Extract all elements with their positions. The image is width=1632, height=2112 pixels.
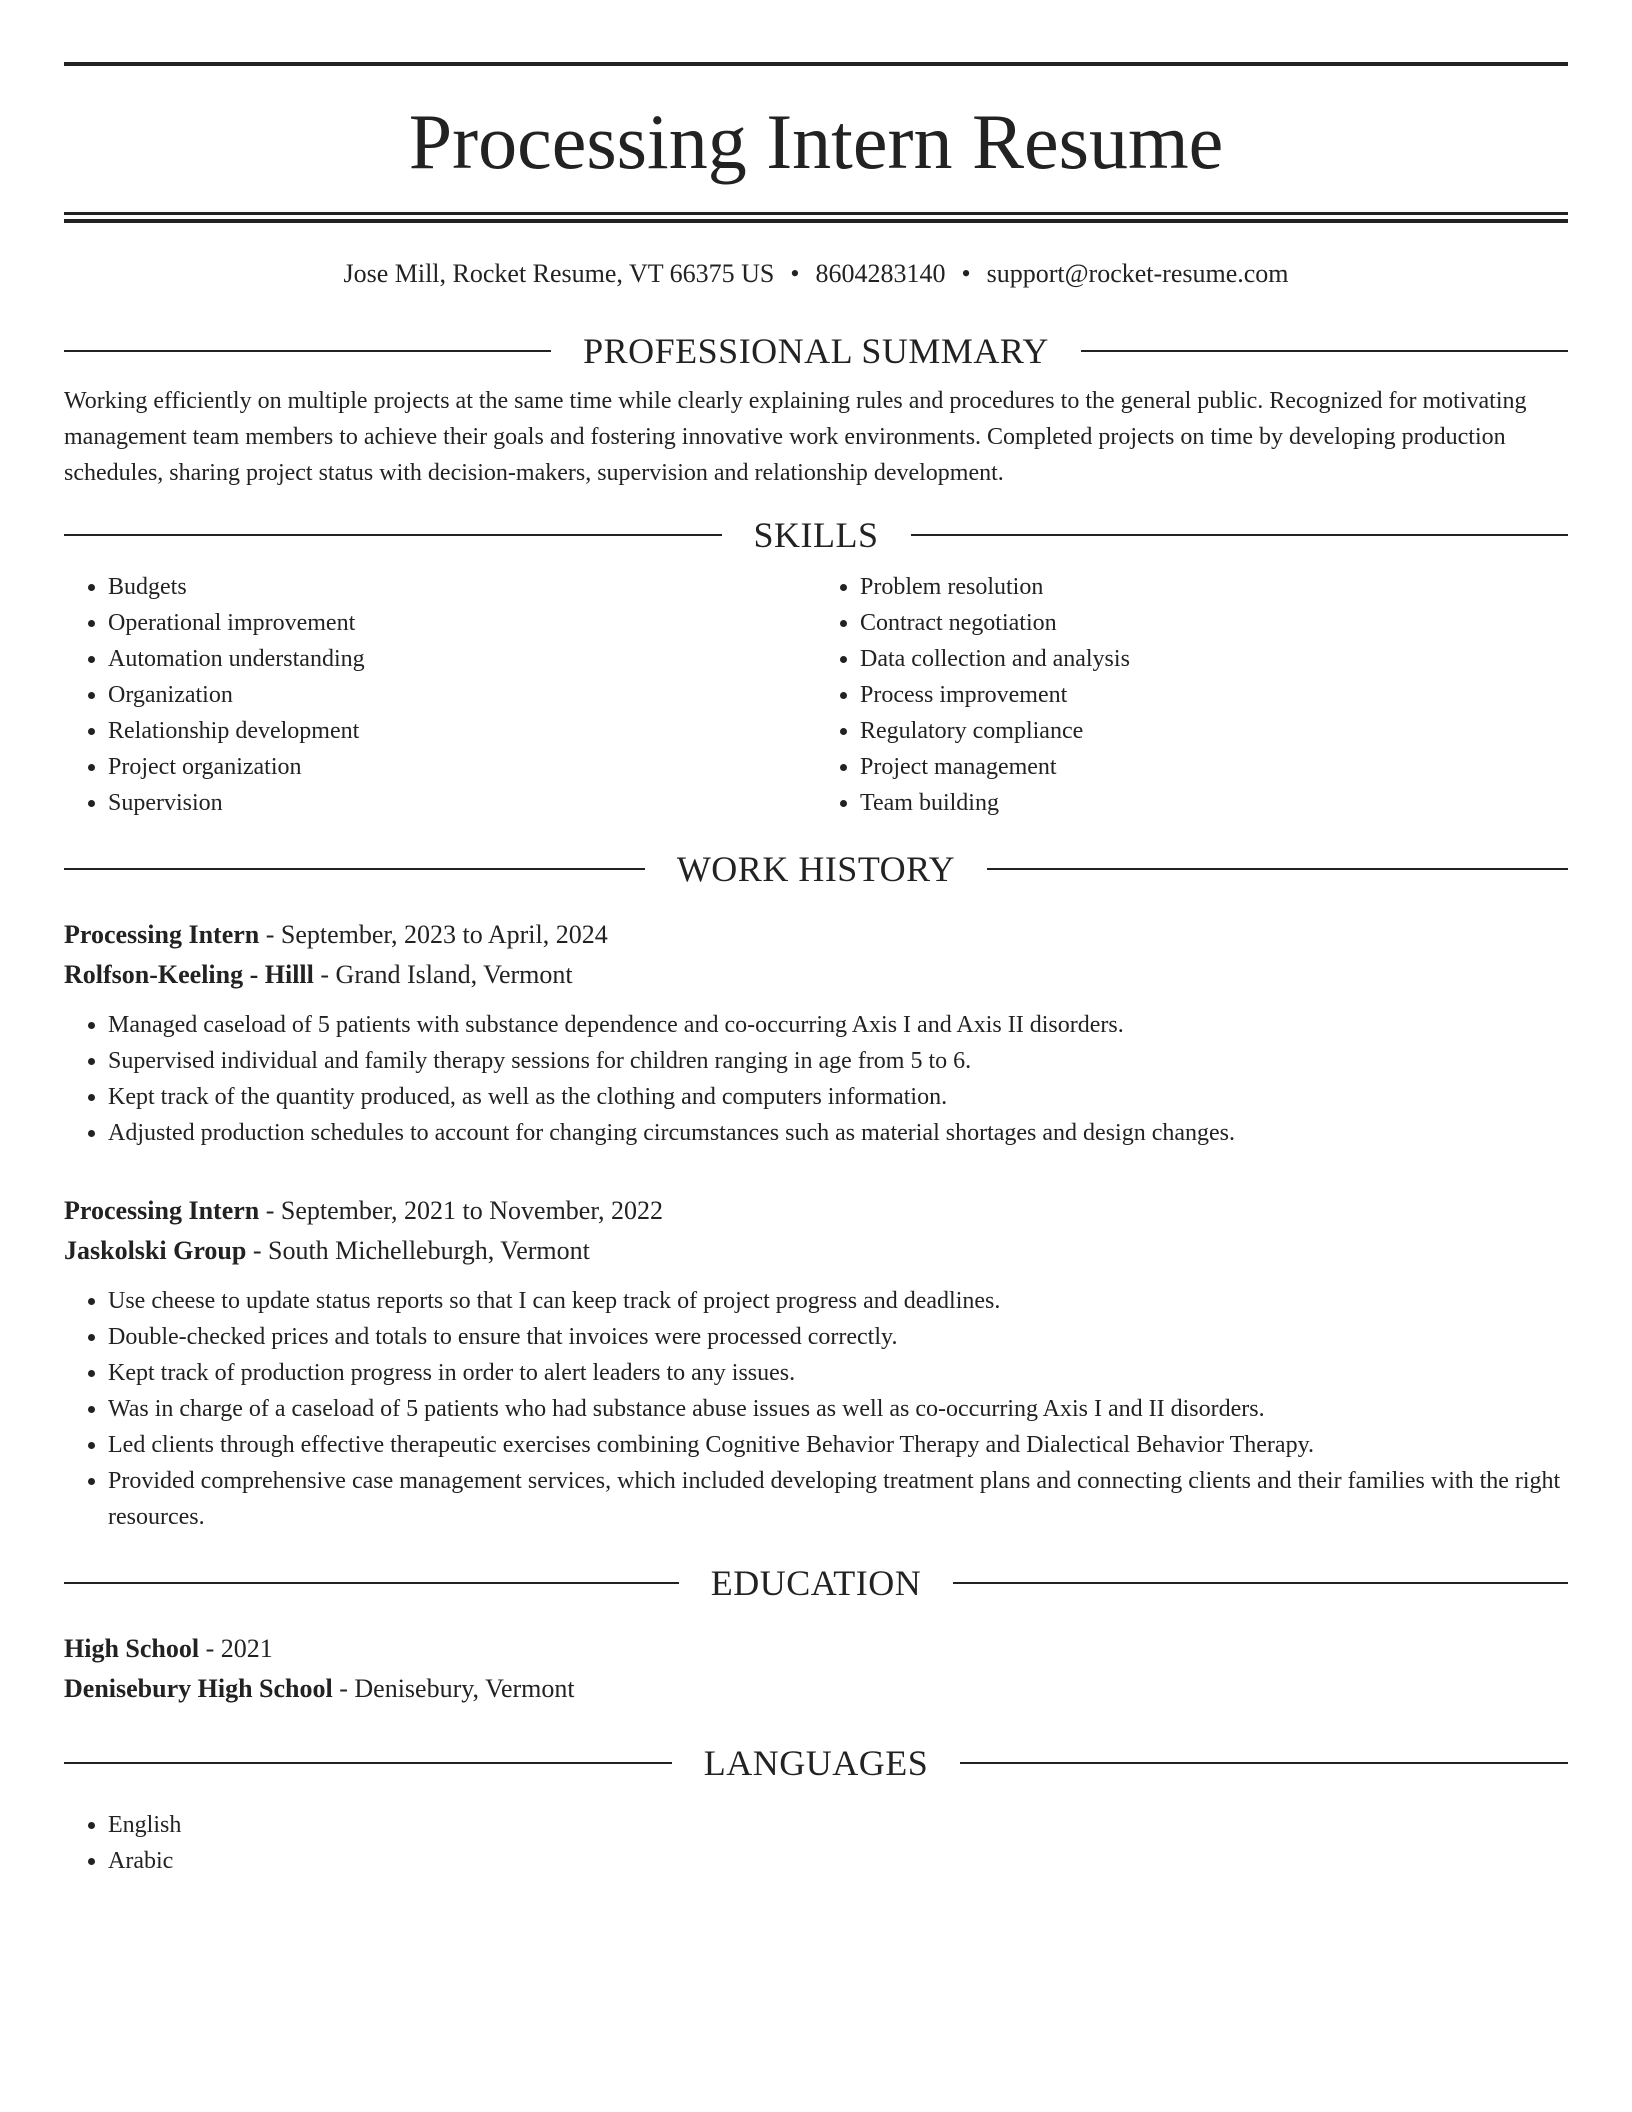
job-company-line bbox=[64, 955, 1568, 995]
job-bullet: • Double-checked prices and totals to ensure that invoices were processed correctly. bbox=[108, 1319, 1568, 1355]
job-bullet: • Led clients through effective therapeutic exercises combining Cognitive Behavior Therapy and Dialectical Behavior Therapy. bbox=[108, 1427, 1568, 1463]
skills-section-heading bbox=[64, 513, 1568, 557]
languages-list bbox=[64, 1807, 1568, 1879]
summary-section-heading bbox=[64, 329, 1568, 373]
contact-line bbox=[64, 257, 1568, 291]
summary-text: Working efficiently on multiple projects at the same time while clearly explaining rules and procedures to the general public. Recognized for motivating management team members to achieve their goals and fostering innovative work environments. Completed projects on time by developing production schedules, sharing project status with decision-makers, supervision and relationship development. bbox=[64, 388, 1527, 486]
job-title: Processing Intern bbox=[64, 920, 260, 949]
work-section-heading bbox=[64, 847, 1568, 891]
language-item: • English bbox=[108, 1807, 1568, 1843]
heading-rule-left bbox=[64, 1762, 672, 1764]
education-entry bbox=[64, 1629, 1568, 1709]
heading-rule-left bbox=[64, 534, 722, 536]
heading-rule-right bbox=[911, 534, 1569, 536]
heading-rule-right bbox=[1081, 350, 1568, 352]
skill-item: • Budgets bbox=[108, 569, 816, 605]
job-bullet: • Adjusted production schedules to account for changing circumstances such as material shortages and design changes. bbox=[108, 1115, 1568, 1151]
skill-item: • Automation understanding bbox=[108, 641, 816, 677]
skills-column-left bbox=[64, 569, 816, 821]
skill-item: • Relationship development bbox=[108, 713, 816, 749]
education-year: - 2021 bbox=[199, 1634, 273, 1663]
job-location: - Grand Island, Vermont bbox=[313, 960, 573, 989]
languages-heading: LANGUAGES bbox=[703, 1743, 929, 1783]
skill-item: • Regulatory compliance bbox=[860, 713, 1568, 749]
education-section-heading bbox=[64, 1561, 1568, 1605]
job-entry bbox=[64, 915, 1568, 1151]
skill-item: • Problem resolution bbox=[860, 569, 1568, 605]
contact-phone: 8604283140 bbox=[815, 259, 946, 288]
job-bullet: • Was in charge of a caseload of 5 patients who had substance abuse issues as well as co-occurring Axis I and II disorders. bbox=[108, 1391, 1568, 1427]
job-bullet: • Use cheese to update status reports so that I can keep track of project progress and deadlines. bbox=[108, 1283, 1568, 1319]
heading-rule-left bbox=[64, 350, 551, 352]
education-degree-line bbox=[64, 1629, 1568, 1669]
job-bullets bbox=[64, 1007, 1568, 1151]
job-bullet: • Provided comprehensive case management services, which included developing treatment plans and connecting clients and their families with the right resources. bbox=[108, 1463, 1568, 1535]
skill-item: • Contract negotiation bbox=[860, 605, 1568, 641]
education-location: - Denisebury, Vermont bbox=[332, 1674, 575, 1703]
job-title-line bbox=[64, 915, 1568, 955]
skill-item: • Data collection and analysis bbox=[860, 641, 1568, 677]
skill-item: • Operational improvement bbox=[108, 605, 816, 641]
skill-item: • Project management bbox=[860, 749, 1568, 785]
education-school: Denisebury High School bbox=[64, 1674, 333, 1703]
heading-rule-right bbox=[960, 1762, 1568, 1764]
work-heading: WORK HISTORY bbox=[676, 849, 956, 889]
skill-item: • Supervision bbox=[108, 785, 816, 821]
languages-section-heading bbox=[64, 1741, 1568, 1785]
skill-item: • Organization bbox=[108, 677, 816, 713]
job-bullets bbox=[64, 1283, 1568, 1535]
job-location: - South Michelleburgh, Vermont bbox=[246, 1236, 590, 1265]
heading-rule-right bbox=[953, 1582, 1568, 1584]
contact-email: support@rocket-resume.com bbox=[986, 259, 1289, 288]
job-title: Processing Intern bbox=[64, 1196, 260, 1225]
education-degree: High School bbox=[64, 1634, 200, 1663]
skill-item: • Project organization bbox=[108, 749, 816, 785]
job-company-line bbox=[64, 1231, 1568, 1271]
job-company: Rolfson-Keeling - Hilll bbox=[64, 960, 314, 989]
education-heading: EDUCATION bbox=[710, 1563, 922, 1603]
job-bullet: • Managed caseload of 5 patients with substance dependence and co-occurring Axis I and Axis II disorders. bbox=[108, 1007, 1568, 1043]
education-school-line bbox=[64, 1669, 1568, 1709]
job-dates: - September, 2021 to November, 2022 bbox=[259, 1196, 663, 1225]
job-entry bbox=[64, 1191, 1568, 1535]
job-bullet: • Kept track of the quantity produced, as well as the clothing and computers information. bbox=[108, 1079, 1568, 1115]
top-rule bbox=[64, 62, 1568, 66]
skills-column-right bbox=[816, 569, 1568, 821]
skill-item: • Process improvement bbox=[860, 677, 1568, 713]
resume-title: Processing Intern Resume bbox=[408, 98, 1224, 185]
skill-item: • Team building bbox=[860, 785, 1568, 821]
job-bullet: • Supervised individual and family therapy sessions for children ranging in age from 5 to 6. bbox=[108, 1043, 1568, 1079]
language-item: • Arabic bbox=[108, 1843, 1568, 1879]
heading-rule-left bbox=[64, 868, 645, 870]
heading-rule-left bbox=[64, 1582, 679, 1584]
skills-list bbox=[64, 569, 1568, 821]
title-double-rule bbox=[64, 212, 1568, 223]
contact-separator: • bbox=[790, 259, 800, 288]
contact-separator: • bbox=[961, 259, 971, 288]
skills-heading: SKILLS bbox=[753, 515, 879, 555]
job-title-line bbox=[64, 1191, 1568, 1231]
heading-rule-right bbox=[987, 868, 1568, 870]
job-dates: - September, 2023 to April, 2024 bbox=[259, 920, 608, 949]
contact-address: Jose Mill, Rocket Resume, VT 66375 US bbox=[343, 259, 775, 288]
job-company: Jaskolski Group bbox=[64, 1236, 247, 1265]
summary-heading: PROFESSIONAL SUMMARY bbox=[583, 331, 1049, 371]
job-bullet: • Kept track of production progress in order to alert leaders to any issues. bbox=[108, 1355, 1568, 1391]
